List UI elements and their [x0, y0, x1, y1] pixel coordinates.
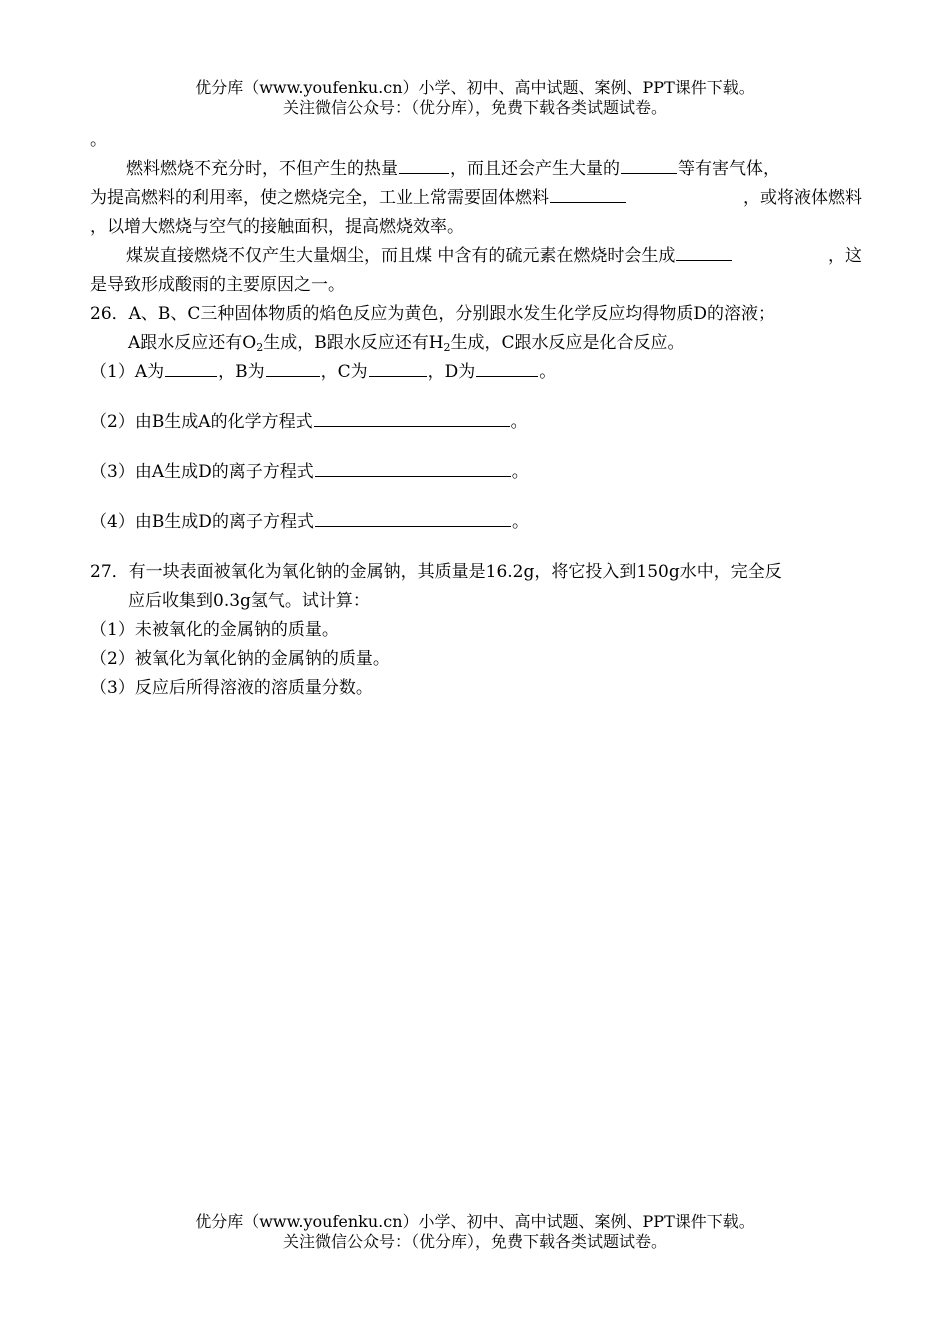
sub-question-1: （1）未被氧化的金属钠的质量。	[90, 620, 339, 640]
question-number: 26．	[90, 304, 129, 324]
question-number: 27．	[90, 562, 129, 582]
sub-question-4: （4）由B生成D的离子方程式 。	[90, 508, 862, 537]
blank-ionic-b-to-d	[315, 508, 511, 527]
blank-d	[476, 358, 538, 377]
blank-a	[165, 358, 217, 377]
paragraph-coal-sulfur: 煤炭直接燃烧不仅产生大量烟尘，而且煤 中含有的硫元素在燃烧时会生成 ，这 是导致形成酸雨的主要原因之一。	[90, 242, 862, 300]
header-line-2: 关注微信公众号：（优分库），免费下载各类试题试卷。	[282, 98, 667, 117]
sub-question-2: （2）被氧化为氧化钠的金属钠的质量。	[90, 649, 390, 669]
blank-heat	[399, 155, 449, 174]
blank-c	[369, 358, 427, 377]
blank-b	[266, 358, 320, 377]
page-footer	[0, 1212, 950, 1252]
question-26: 26．A、B、C三种固体物质的焰色反应为黄色，分别跟水发生化学反应均得物质D的溶液； A跟水反应还有$O_2$生成，B跟水反应还有$H_2$生成，C跟水反应是化合反应。 （1）A为 ，B为 ，C为 ，D为 。 （2）由B生成A的化学方程式 。 （3）由A生成D的离子方程式 。 （4）由B生成D的离子方程式 。	[90, 300, 862, 537]
blank-ionic-a-to-d	[315, 458, 511, 477]
sub-question-2: （2）由B生成A的化学方程式 。	[90, 408, 862, 437]
footer-line-2: 关注微信公众号：（优分库），免费下载各类试题试卷。	[282, 1232, 667, 1251]
sub-question-1: （1）A为 ，B为 ，C为 ，D为 。	[90, 358, 862, 387]
paragraph-fuel-combustion: 燃料燃烧不充分时，不但产生的热量 ，而且还会产生大量的 等有害气体， 为提高燃料的利用率，使之燃烧完全，工业上常需要固体燃料 ，或将液体燃料 ，以增大燃烧与空气的接触面积，提高燃烧效率。	[90, 155, 862, 242]
header-line-1: 优分库（www.youfenku.cn）小学、初中、高中试题、案例、PPT课件下载。	[195, 78, 755, 97]
blank-sulfur-product	[676, 242, 732, 261]
footer-line-1: 优分库（www.youfenku.cn）小学、初中、高中试题、案例、PPT课件下载。	[195, 1212, 755, 1231]
question-27: 27．有一块表面被氧化为氧化钠的金属钠，其质量是16.2g，将它投入到150g水中，完全反 应后收集到0.3g氢气。试计算： （1）未被氧化的金属钠的质量。 （2）被氧化为氧化钠的金属钠的质量。 （3）反应后所得溶液的溶质量分数。	[90, 558, 862, 703]
stray-period: 。	[90, 130, 107, 150]
blank-solid-fuel	[550, 184, 626, 203]
sub-question-3: （3）由A生成D的离子方程式 。	[90, 458, 862, 487]
blank-harmful-gas	[621, 155, 677, 174]
page-header	[0, 78, 950, 118]
document-body	[90, 126, 862, 703]
sub-question-3: （3）反应后所得溶液的溶质量分数。	[90, 678, 373, 698]
blank-equation-b-to-a	[314, 408, 510, 427]
